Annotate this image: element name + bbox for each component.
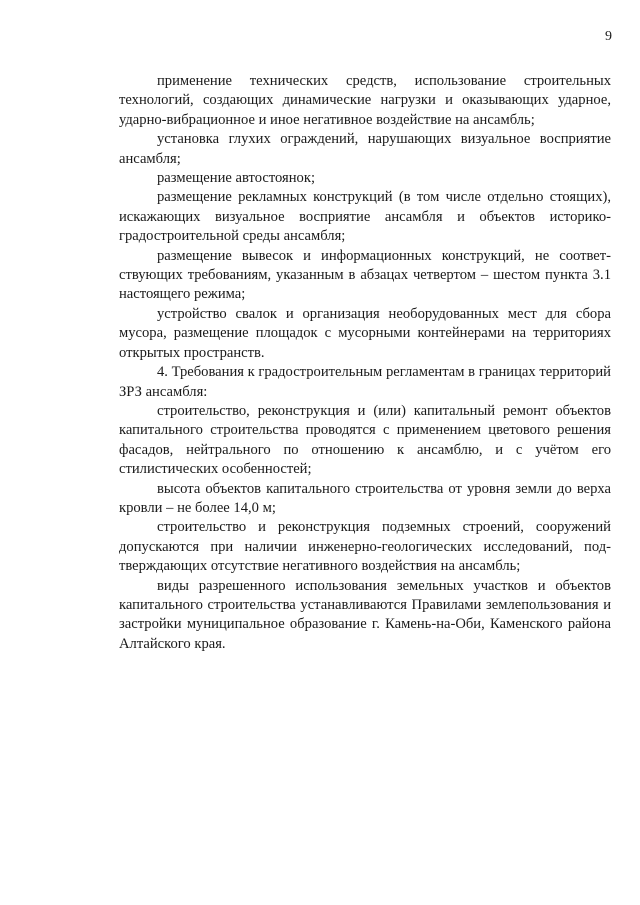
paragraph-signboards: размещение вывесок и информационных конструкций, не соответ-ствующих требованиям, указанным в абзацах четвертом – шестом пункта 3.1 настоящего режима; [119, 247, 611, 303]
paragraph-construction-colors: строительство, реконструкция и (или) капитальный ремонт объектов капитального строительства проводятся с применением цветового решения фасадов, нейтрального по отношению к ансамблю, и с учётом его стилистических особенностей; [119, 402, 611, 478]
paragraph-technical-means: применение технических средств, использование строительных технологий, создающих динамические нагрузки и оказывающих ударное, ударно-вибрационное и иное негативное воздействие на ансамбль; [119, 73, 611, 128]
paragraph-underground-structures: строительство и реконструкция подземных строений, сооружений допускаются при наличии инженерно-геологических исследований, под-тверждающих отсутствие негативного воздействия на ансамбль; [119, 519, 611, 575]
paragraph-section-4-heading: 4. Требования к градостроительным регламентам в границах территорий ЗРЗ ансамбля: [119, 364, 611, 400]
body-text [119, 72, 611, 654]
paragraph-parking: размещение автостоянок; [157, 170, 316, 187]
paragraph-blind-fences: установка глухих ограждений, нарушающих визуальное восприятие ансамбля; [119, 131, 611, 167]
paragraph-permitted-use: виды разрешенного использования земельных участков и объектов капитального строительства устанавливаются Правилами землепользования и застройки муниципальное образование г. Камень-на-Оби, Каменского района Алтайского края. [119, 577, 611, 652]
paragraph-waste-dumps: устройство свалок и организация необорудованных мест для сбора мусора, размещение площадок с мусорными контейнерами на территориях открытых пространств. [119, 305, 611, 361]
paragraph-building-height: высота объектов капитального строительства от уровня земли до верха кровли – не более 14,0 м; [119, 480, 611, 516]
page-number: 9 [605, 29, 612, 44]
paragraph-advertising-structures: размещение рекламных конструкций (в том числе отдельно стоящих), искажающих визуальное восприятие ансамбля и объектов историко-градостроительной среды ансамбля; [119, 189, 611, 245]
